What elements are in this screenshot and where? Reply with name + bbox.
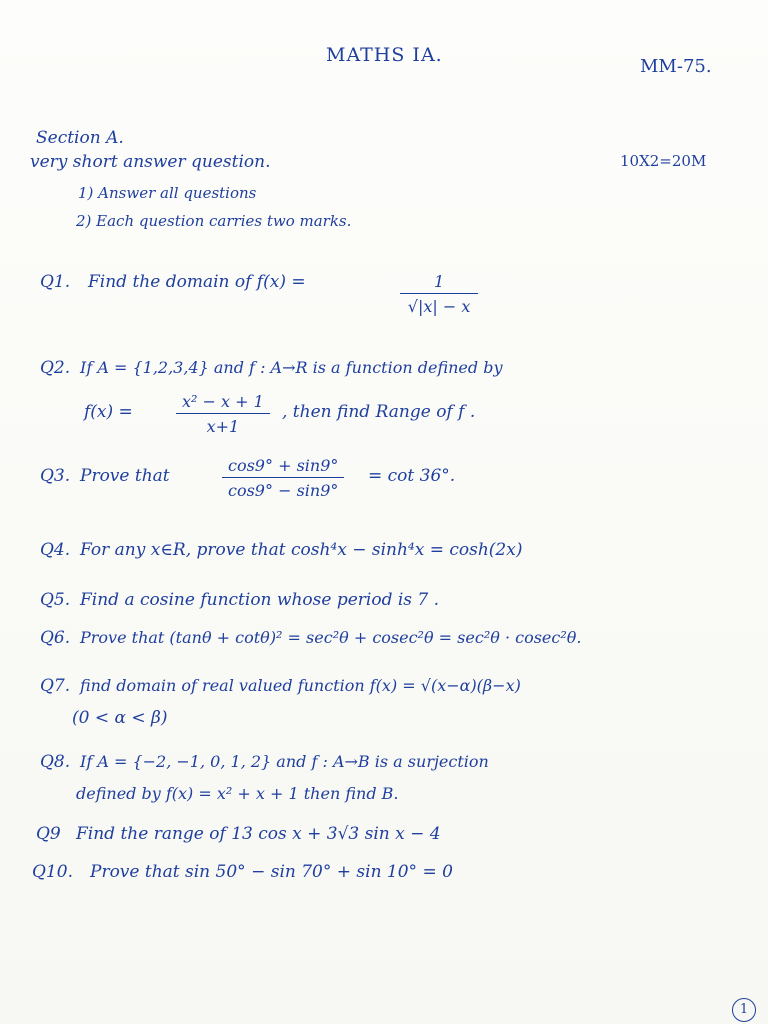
fraction-numerator: cos9° + sin9° [222, 456, 344, 478]
question-number: Q3. [40, 466, 71, 486]
fraction-numerator: 1 [400, 272, 478, 294]
question-text: If A = {1,2,3,4} and f : A→R is a function defined by [80, 358, 503, 377]
question-fraction [176, 392, 270, 436]
question-text: Find the domain of f(x) = [88, 272, 306, 292]
question-text: Find a cosine function whose period is 7 . [80, 590, 440, 610]
question-text: For any x∈R, prove that cosh⁴x − sinh⁴x = cosh(2x) [80, 540, 523, 560]
fraction-denominator: √|x| − x [407, 297, 471, 316]
page-number: 1 [732, 998, 756, 1022]
question-text: find domain of real valued function f(x) = √(x−α)(β−x) [80, 676, 521, 695]
question-text: If A = {−2, −1, 0, 1, 2} and f : A→B is a surjection [80, 752, 489, 771]
paper-code: MM-75. [640, 56, 712, 77]
question-fraction [400, 272, 478, 316]
fraction-denominator: x+1 [206, 417, 240, 436]
question-text-line2-end: , then find Range of f . [282, 402, 476, 422]
question-number: Q5. [40, 590, 71, 610]
question-text: Find the range of 13 cos x + 3√3 sin x − 4 [76, 824, 441, 844]
question-text-line2: defined by f(x) = x² + x + 1 then find B. [76, 784, 399, 803]
question-text-line2: f(x) = [84, 402, 133, 422]
question-fraction [222, 456, 344, 500]
section-subtitle: very short answer question. [30, 152, 271, 172]
fraction-numerator: x² − x + 1 [176, 392, 270, 414]
question-number: Q6. [40, 628, 71, 648]
question-text-line2: (0 < α < β) [72, 708, 168, 728]
section-name: Section A. [36, 128, 124, 148]
question-number: Q9 [36, 824, 61, 844]
instruction-2: 2) Each question carries two marks. [76, 212, 352, 230]
question-text: Prove that sin 50° − sin 70° + sin 10° = 0 [90, 862, 453, 882]
section-marks: 10X2=20M [620, 152, 707, 170]
instruction-1: 1) Answer all questions [78, 184, 257, 202]
question-number: Q7. [40, 676, 71, 696]
question-text-end: = cot 36°. [368, 466, 456, 486]
paper-title: MATHS IA. [326, 44, 443, 66]
question-text: Prove that (tanθ + cotθ)² = sec²θ + cosec²θ = sec²θ · cosec²θ. [80, 628, 582, 647]
fraction-denominator: cos9° − sin9° [228, 481, 339, 500]
question-text: Prove that [80, 466, 170, 486]
question-number: Q2. [40, 358, 71, 378]
question-number: Q10. [32, 862, 73, 882]
question-number: Q4. [40, 540, 71, 560]
question-number: Q1. [40, 272, 71, 292]
question-number: Q8. [40, 752, 71, 772]
